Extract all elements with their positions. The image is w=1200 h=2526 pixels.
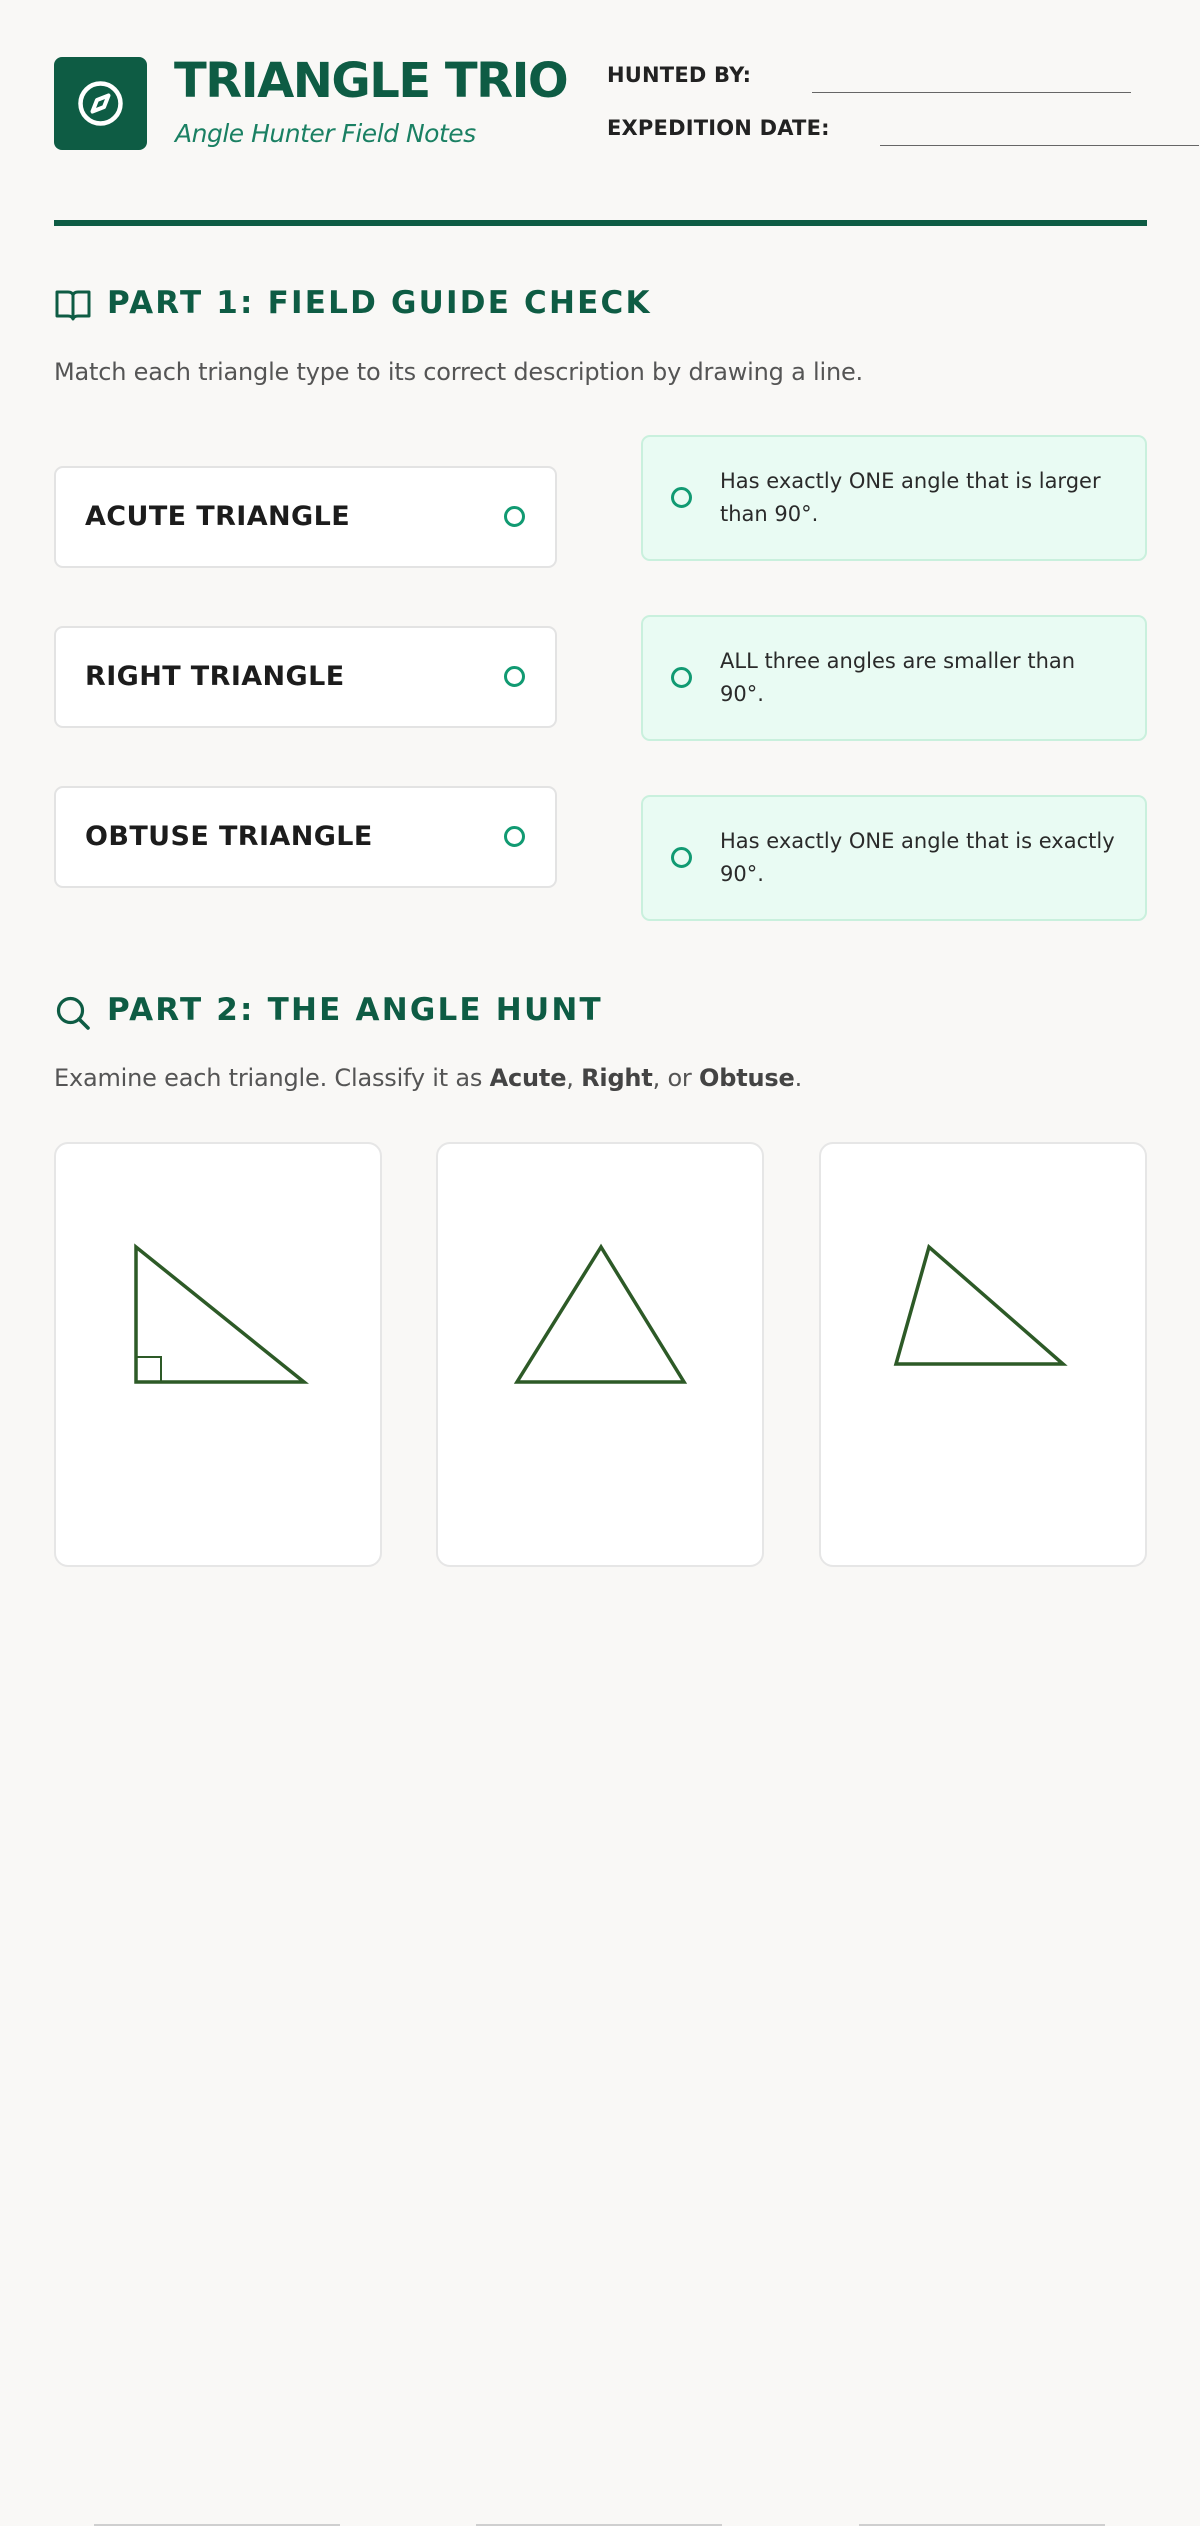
part1-instructions: Match each triangle type to its correct description by drawing a line. <box>54 358 863 386</box>
expedition-date-input-line[interactable] <box>880 145 1199 146</box>
obtuse-triangle-figure <box>821 1144 1149 1484</box>
term-label: RIGHT TRIANGLE <box>85 661 345 692</box>
option-acute: Acute <box>489 1064 567 1092</box>
description-text: ALL three angles are smaller than 90°. <box>720 649 1076 706</box>
logo <box>54 57 147 150</box>
part1-title: PART 1: FIELD GUIDE CHECK <box>107 285 652 321</box>
option-obtuse: Obtuse <box>699 1064 795 1092</box>
term-label: ACUTE TRIANGLE <box>85 501 351 532</box>
page-subtitle: Angle Hunter Field Notes <box>175 119 476 148</box>
triangle-card-1 <box>54 1142 382 1567</box>
option-right: Right <box>581 1064 653 1092</box>
term-card-right <box>54 626 557 728</box>
right-angle-marker <box>136 1357 161 1382</box>
instructions-separator: , <box>566 1064 582 1092</box>
term-label: OBTUSE TRIANGLE <box>85 821 373 852</box>
acute-triangle-figure <box>438 1144 766 1484</box>
match-dot[interactable] <box>671 667 692 688</box>
match-dot[interactable] <box>671 487 692 508</box>
match-dot[interactable] <box>504 666 525 687</box>
description-text: Has exactly ONE angle that is exactly 90°. <box>720 829 1115 886</box>
description-card-2 <box>641 615 1147 741</box>
description-text: Has exactly ONE angle that is larger than 90°. <box>720 469 1101 526</box>
match-dot[interactable] <box>671 847 692 868</box>
header <box>54 53 1147 157</box>
book-icon <box>54 287 92 321</box>
part2-title: PART 2: THE ANGLE HUNT <box>107 992 603 1028</box>
term-card-acute <box>54 466 557 568</box>
expedition-date-label: EXPEDITION DATE: <box>607 116 830 140</box>
match-dot[interactable] <box>504 826 525 847</box>
hunted-by-input-line[interactable] <box>812 92 1131 93</box>
triangle-card-2 <box>436 1142 764 1567</box>
instructions-separator: , or <box>652 1064 700 1092</box>
compass-icon <box>75 78 126 129</box>
description-card-1 <box>641 435 1147 561</box>
header-divider <box>54 220 1147 226</box>
hunted-by-label: HUNTED BY: <box>607 63 752 87</box>
triangle-card-3 <box>819 1142 1147 1567</box>
part2-instructions <box>54 1064 802 1092</box>
instructions-text: Examine each triangle. Classify it as <box>54 1064 490 1092</box>
right-triangle-figure <box>56 1144 384 1484</box>
search-icon <box>54 994 92 1032</box>
match-dot[interactable] <box>504 506 525 527</box>
page-title: TRIANGLE TRIO <box>174 53 568 109</box>
description-card-3 <box>641 795 1147 921</box>
term-card-obtuse <box>54 786 557 888</box>
instructions-text: . <box>794 1064 802 1092</box>
